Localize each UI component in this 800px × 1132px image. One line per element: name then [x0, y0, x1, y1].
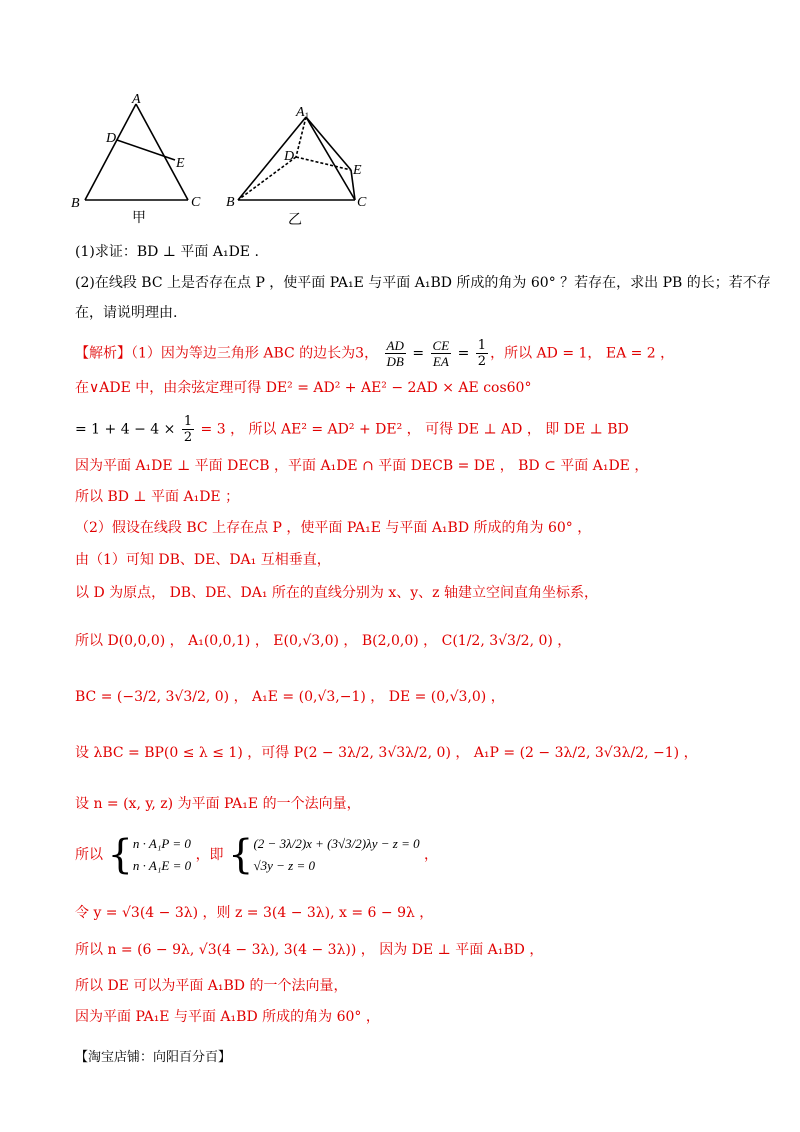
equation-part: = 1 + 4 − 4 ×	[75, 421, 176, 438]
solution-line-17: 所以 DE 可以为平面 A₁BD 的一个法向量，	[75, 978, 348, 994]
solution-line-1: 【解析】（1）因为等边三角形 ABC 的边长为3， $\frac{AD}{DB}$ = $\frac{CE}{EA}$ = $\frac{1}{2}$ ，所以 AD = 1， EA = 2 ，	[75, 338, 675, 369]
solution-line-4	[75, 414, 629, 445]
fraction-ce-ea: $\frac{CE}{EA}$	[432, 338, 450, 369]
label-B: B	[71, 196, 80, 211]
ie-label: ，即	[195, 847, 224, 863]
question-2-line1: (2)在线段 BC 上是否存在点 P ，使平面 PA₁E 与平面 A₁BD 所成的角为 60° ？若存在，求出 PB 的长；若不存	[75, 275, 771, 291]
solution-line-16: 所以 n = (6 − 9λ, √3(4 − 3λ), 3(4 − 3λ)) ， 因为 DE ⊥ 平面 A₁BD ，	[75, 942, 544, 958]
solution-tail: ，所以 AD = 1， EA = 2 ，	[490, 345, 675, 362]
label-B-right: B	[226, 195, 235, 210]
solution-tag: 【解析】	[75, 345, 131, 362]
figure-right-pyramid	[238, 117, 355, 200]
brace-2: {	[228, 832, 254, 878]
so-label: 所以	[75, 847, 103, 863]
solution-line-18: 因为平面 PA₁E 与平面 A₁BD 所成的角为 60° ，	[75, 1009, 380, 1025]
geometry-figures	[60, 90, 390, 230]
fraction-half: $\frac{1}{2}$	[477, 338, 487, 369]
label-A1: $A_1$	[296, 105, 310, 121]
system-2: (2 − 3λ/2)x + (3√3/2)λy − z = 0 √3y − z = 0	[253, 836, 420, 873]
solution-line-cosine: 在∨ADE 中，由余弦定理可得 DE² = AD² + AE² − 2AD × AE cos60°	[75, 380, 532, 396]
solution-line-15: 令 y = √3(4 − 3λ) ，则 z = 3(4 − 3λ), x = 6 − 9λ ，	[75, 905, 434, 921]
fraction-half-2: $\frac{1}{2}$	[183, 414, 193, 445]
label-D-right: D	[284, 149, 295, 164]
system-1: n · A₁P = 0 n · A₁E = 0	[132, 836, 192, 873]
solution-line-14	[75, 833, 438, 877]
label-C: C	[191, 195, 201, 210]
solution-line-12: 设 λBC = BP(0 ≤ λ ≤ 1) ，可得 P(2 − 3λ/2, 3√3λ/2, 0) ， A₁P = (2 − 3λ/2, 3√3λ/2, −1) ，	[75, 745, 698, 761]
label-C-right: C	[357, 195, 367, 210]
fraction-ad-db: $\frac{AD}{DB}$	[386, 338, 404, 369]
equation-result: = 3 ， 所以 AE² = AD² + DE² ， 可得 DE ⊥ AD ， 即 DE ⊥ BD	[200, 421, 629, 438]
solution-line-6: 所以 BD ⊥ 平面 A₁DE ；	[75, 489, 240, 505]
solution-line-9: 以 D 为原点， DB、DE、DA₁ 所在的直线分别为 x、y、z 轴建立空间直角坐标系，	[75, 585, 599, 601]
footer-shop: 【淘宝店铺：向阳百分百】	[75, 1050, 232, 1065]
comma: ，	[424, 847, 439, 863]
solution-line-13: 设 n = (x, y, z) 为平面 PA₁E 的一个法向量，	[75, 796, 361, 812]
question-2-line2: 在，请说明理由.	[75, 305, 178, 321]
caption-yi: 乙	[288, 212, 302, 228]
solution-intro: （1）因为等边三角形 ABC 的边长为3，	[131, 345, 379, 362]
solution-line-5: 因为平面 A₁DE ⊥ 平面 DECB ，平面 A₁DE ∩ 平面 DECB = DE ， BD ⊂ 平面 A₁DE ，	[75, 458, 649, 474]
caption-jia: 甲	[132, 210, 146, 226]
solution-line-10: 所以 D(0,0,0) ， A₁(0,0,1) ， E(0,√3,0) ， B(2,0,0) ， C(1/2, 3√3/2, 0) ，	[75, 633, 572, 649]
label-E: E	[176, 156, 185, 171]
solution-line-11: BC = (−3/2, 3√3/2, 0) ， A₁E = (0,√3,−1) ， DE = (0,√3,0) ，	[75, 689, 505, 705]
solution-line-7: （2）假设在线段 BC 上存在点 P ，使平面 PA₁E 与平面 A₁BD 所成的角为 60° ，	[75, 520, 592, 536]
label-A: A	[132, 92, 141, 107]
brace-1: {	[107, 832, 133, 878]
figure-left-triangle	[85, 104, 188, 200]
label-E-right: E	[353, 163, 362, 178]
question-1: (1)求证：BD ⊥ 平面 A₁DE .	[75, 244, 259, 260]
label-D: D	[106, 131, 117, 146]
solution-line-8: 由（1）可知 DB、DE、DA₁ 互相垂直，	[75, 552, 331, 568]
